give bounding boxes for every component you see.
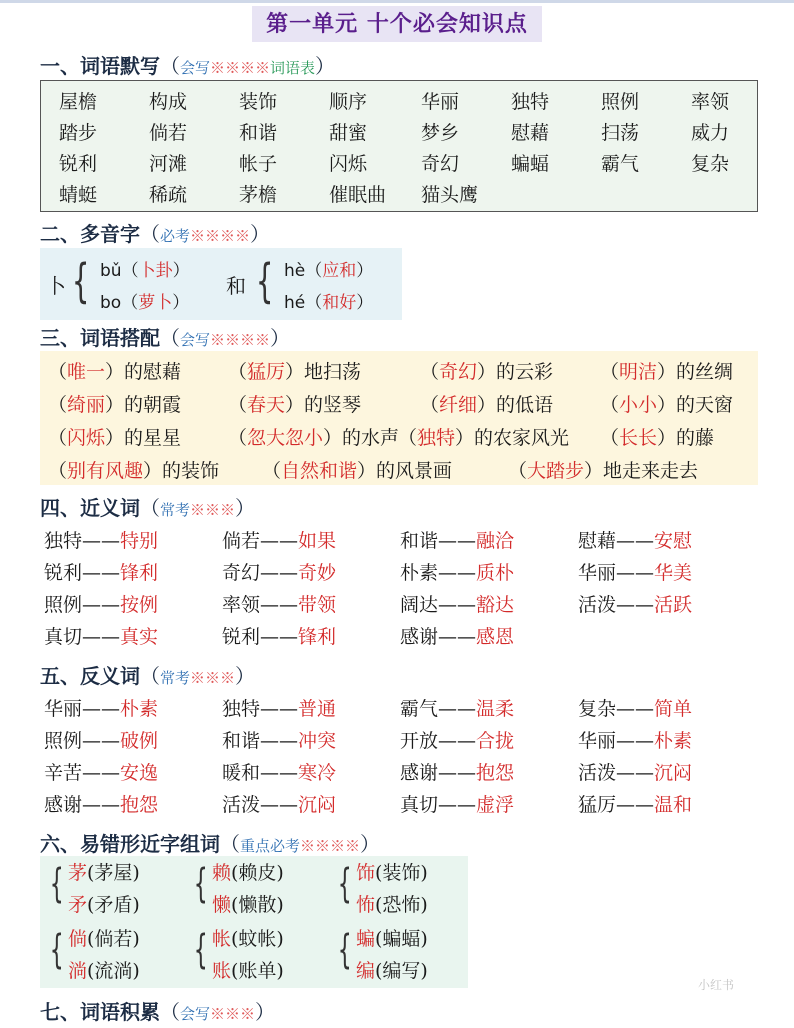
brace-icon: { <box>49 861 64 907</box>
antonym-pair: 复杂——简单 <box>578 698 693 720</box>
collocation-item: （纤细）的低语 <box>420 394 554 416</box>
collocation-item: （闪烁）的星星 <box>48 427 182 449</box>
collocation-item: （唯一）的慰藉 <box>48 361 182 383</box>
collocation-item: （长长）的藤 <box>600 427 715 449</box>
vocab-word: 率领 <box>691 91 730 113</box>
section-4-title: 四、近义词 <box>40 496 140 520</box>
similar-char-word: 帐(蚊帐) <box>212 928 284 950</box>
collocation-item: （别有风趣）的装饰 <box>48 460 220 482</box>
section-3-heading: 三、词语搭配（会写※※※※） <box>40 326 291 350</box>
section-6-stars: ※※※※ <box>300 837 361 855</box>
synonym-pair: 锐利——锋利 <box>44 562 159 584</box>
antonym-pair: 暖和——寒冷 <box>222 762 337 784</box>
antonym-pair: 活泼——沉闷 <box>222 794 337 816</box>
similar-char-word: 赖(赖皮) <box>212 862 284 884</box>
brace-icon: { <box>193 927 208 973</box>
section-5-title: 五、反义词 <box>40 664 140 688</box>
section-4-stars: ※※※ <box>190 501 236 519</box>
vocab-word: 蜻蜓 <box>59 184 98 206</box>
brace-icon: { <box>193 861 208 907</box>
vocab-word: 照例 <box>601 91 640 113</box>
antonym-pair: 霸气——温柔 <box>400 698 515 720</box>
antonym-pair: 照例——破例 <box>44 730 159 752</box>
vocab-word: 催眠曲 <box>329 184 387 206</box>
vocab-word: 霸气 <box>601 153 640 175</box>
section-2-heading: 二、多音字（必考※※※※） <box>40 222 271 246</box>
section-3-tag: 会写 <box>180 331 211 349</box>
polyphone-1b: bo（萝卜） <box>100 293 190 313</box>
section-7-stars: ※※※ <box>210 1005 256 1023</box>
section-6-title: 六、易错形近字组词 <box>40 832 220 856</box>
antonym-pair: 和谐——冲突 <box>222 730 337 752</box>
collocation-item: （春天）的竖琴 <box>228 394 362 416</box>
vocab-word: 锐利 <box>59 153 98 175</box>
antonym-pair: 华丽——朴素 <box>44 698 159 720</box>
brace-icon: { <box>337 927 352 973</box>
section-1-heading: 一、词语默写（会写※※※※词语表） <box>40 54 336 78</box>
vocab-word: 构成 <box>149 91 188 113</box>
vocab-word: 华丽 <box>421 91 460 113</box>
section-5-tag: 常考 <box>160 669 191 687</box>
vocab-word: 茅檐 <box>239 184 278 206</box>
vocab-word: 梦乡 <box>421 122 460 144</box>
brace-icon: { <box>49 927 64 973</box>
section-1-tag-end: 词语表 <box>270 59 316 77</box>
antonym-pair: 猛厉——温和 <box>578 794 693 816</box>
section-1-title: 一、词语默写 <box>40 54 160 78</box>
brace-icon: { <box>255 254 274 308</box>
collocation-box <box>40 351 758 485</box>
vocab-word: 奇幻 <box>421 153 460 175</box>
vocab-word: 河滩 <box>149 153 188 175</box>
vocab-word: 扫荡 <box>601 122 640 144</box>
antonym-pair: 感谢——抱怨 <box>400 762 515 784</box>
synonym-pair: 照例——按例 <box>44 594 159 616</box>
top-rule <box>0 0 794 3</box>
similar-char-word: 饰(装饰) <box>356 862 428 884</box>
collocation-item: （奇幻）的云彩 <box>420 361 554 383</box>
section-7-heading: 七、词语积累（会写※※※） <box>40 1000 276 1024</box>
similar-char-word: 懒(懒散) <box>212 894 284 916</box>
synonym-pair: 阔达——豁达 <box>400 594 515 616</box>
section-1-tag: 会写 <box>180 59 211 77</box>
vocab-word: 屋檐 <box>59 91 98 113</box>
synonym-pair: 华丽——华美 <box>578 562 693 584</box>
brace-icon: { <box>337 861 352 907</box>
similar-char-word: 蝙(蝙蝠) <box>356 928 428 950</box>
watermark: 小红书 <box>697 978 734 992</box>
synonym-pair: 慰藉——安慰 <box>578 530 693 552</box>
section-4-heading: 四、近义词（常考※※※） <box>40 496 256 520</box>
collocation-item: （大踏步）地走来走去 <box>508 460 699 482</box>
similar-char-word: 编(编写) <box>356 960 428 982</box>
antonym-pair: 感谢——抱怨 <box>44 794 159 816</box>
synonym-pair: 奇幻——奇妙 <box>222 562 337 584</box>
page-title: 第一单元 十个必会知识点 <box>252 6 542 42</box>
synonym-pair: 朴素——质朴 <box>400 562 515 584</box>
section-3-stars: ※※※※ <box>210 331 271 349</box>
antonym-pair: 真切——虚浮 <box>400 794 515 816</box>
vocab-word: 蝙蝠 <box>511 153 550 175</box>
section-7-title: 七、词语积累 <box>40 1000 160 1024</box>
synonym-pair: 独特——特别 <box>44 530 159 552</box>
synonym-pair: 和谐——融洽 <box>400 530 515 552</box>
collocation-item: （猛厉）地扫荡 <box>228 361 362 383</box>
section-7-tag: 会写 <box>180 1005 211 1023</box>
vocab-word: 踏步 <box>59 122 98 144</box>
collocation-item: （独特）的农家风光 <box>398 427 570 449</box>
collocation-item: （忽大忽小）的水声 <box>228 427 400 449</box>
collocation-item: （自然和谐）的风景画 <box>262 460 453 482</box>
antonym-pair: 活泼——沉闷 <box>578 762 693 784</box>
section-2-stars: ※※※※ <box>190 227 251 245</box>
vocab-word: 慰藉 <box>511 122 550 144</box>
section-6-heading: 六、易错形近字组词（重点必考※※※※） <box>40 832 381 856</box>
polyphone-and: 和 <box>226 274 246 298</box>
collocation-item: （小小）的天窗 <box>600 394 734 416</box>
vocabulary-box <box>40 80 758 212</box>
antonym-pair: 独特——普通 <box>222 698 337 720</box>
vocab-word: 倘若 <box>149 122 188 144</box>
vocab-word: 顺序 <box>329 91 368 113</box>
similar-char-word: 怖(恐怖) <box>356 894 428 916</box>
vocab-word: 稀疏 <box>149 184 188 206</box>
collocation-item: （绮丽）的朝霞 <box>48 394 182 416</box>
similar-char-word: 倘(倘若) <box>68 928 140 950</box>
vocab-word: 和谐 <box>239 122 278 144</box>
vocab-word: 威力 <box>691 122 730 144</box>
similar-char-word: 矛(矛盾) <box>68 894 140 916</box>
antonym-pair: 华丽——朴素 <box>578 730 693 752</box>
polyphone-2b: hé（和好） <box>284 293 374 313</box>
section-3-title: 三、词语搭配 <box>40 326 160 350</box>
vocab-word: 独特 <box>511 91 550 113</box>
similar-char-word: 茅(茅屋) <box>68 862 140 884</box>
antonym-pair: 开放——合拢 <box>400 730 515 752</box>
vocab-word: 甜蜜 <box>329 122 368 144</box>
similar-char-word: 淌(流淌) <box>68 960 140 982</box>
section-2-title: 二、多音字 <box>40 222 140 246</box>
polyphone-2a: hè（应和） <box>284 261 374 281</box>
vocab-word: 装饰 <box>239 91 278 113</box>
section-4-tag: 常考 <box>160 501 191 519</box>
polyphone-1a: bǔ（卜卦） <box>100 261 190 281</box>
collocation-item: （明洁）的丝绸 <box>600 361 734 383</box>
vocab-word: 猫头鹰 <box>421 184 479 206</box>
antonym-pair: 辛苦——安逸 <box>44 762 159 784</box>
section-5-heading: 五、反义词（常考※※※） <box>40 664 256 688</box>
vocab-word: 复杂 <box>691 153 730 175</box>
section-6-tag: 重点必考 <box>240 837 301 855</box>
synonym-pair: 活泼——活跃 <box>578 594 693 616</box>
synonym-pair: 真切——真实 <box>44 626 159 648</box>
section-5-stars: ※※※ <box>190 669 236 687</box>
polyphone-box <box>40 248 402 320</box>
polyphone-char-1: 卜 <box>46 274 66 298</box>
synonym-pair: 倘若——如果 <box>222 530 337 552</box>
synonym-pair: 感谢——感恩 <box>400 626 515 648</box>
section-1-stars: ※※※※ <box>210 59 271 77</box>
vocab-word: 闪烁 <box>329 153 368 175</box>
similar-char-box <box>40 856 468 988</box>
similar-char-word: 账(账单) <box>212 960 284 982</box>
section-2-tag: 必考 <box>160 227 191 245</box>
synonym-pair: 率领——带领 <box>222 594 337 616</box>
vocab-word: 帐子 <box>239 153 278 175</box>
brace-icon: { <box>71 254 90 308</box>
synonym-pair: 锐利——锋利 <box>222 626 337 648</box>
